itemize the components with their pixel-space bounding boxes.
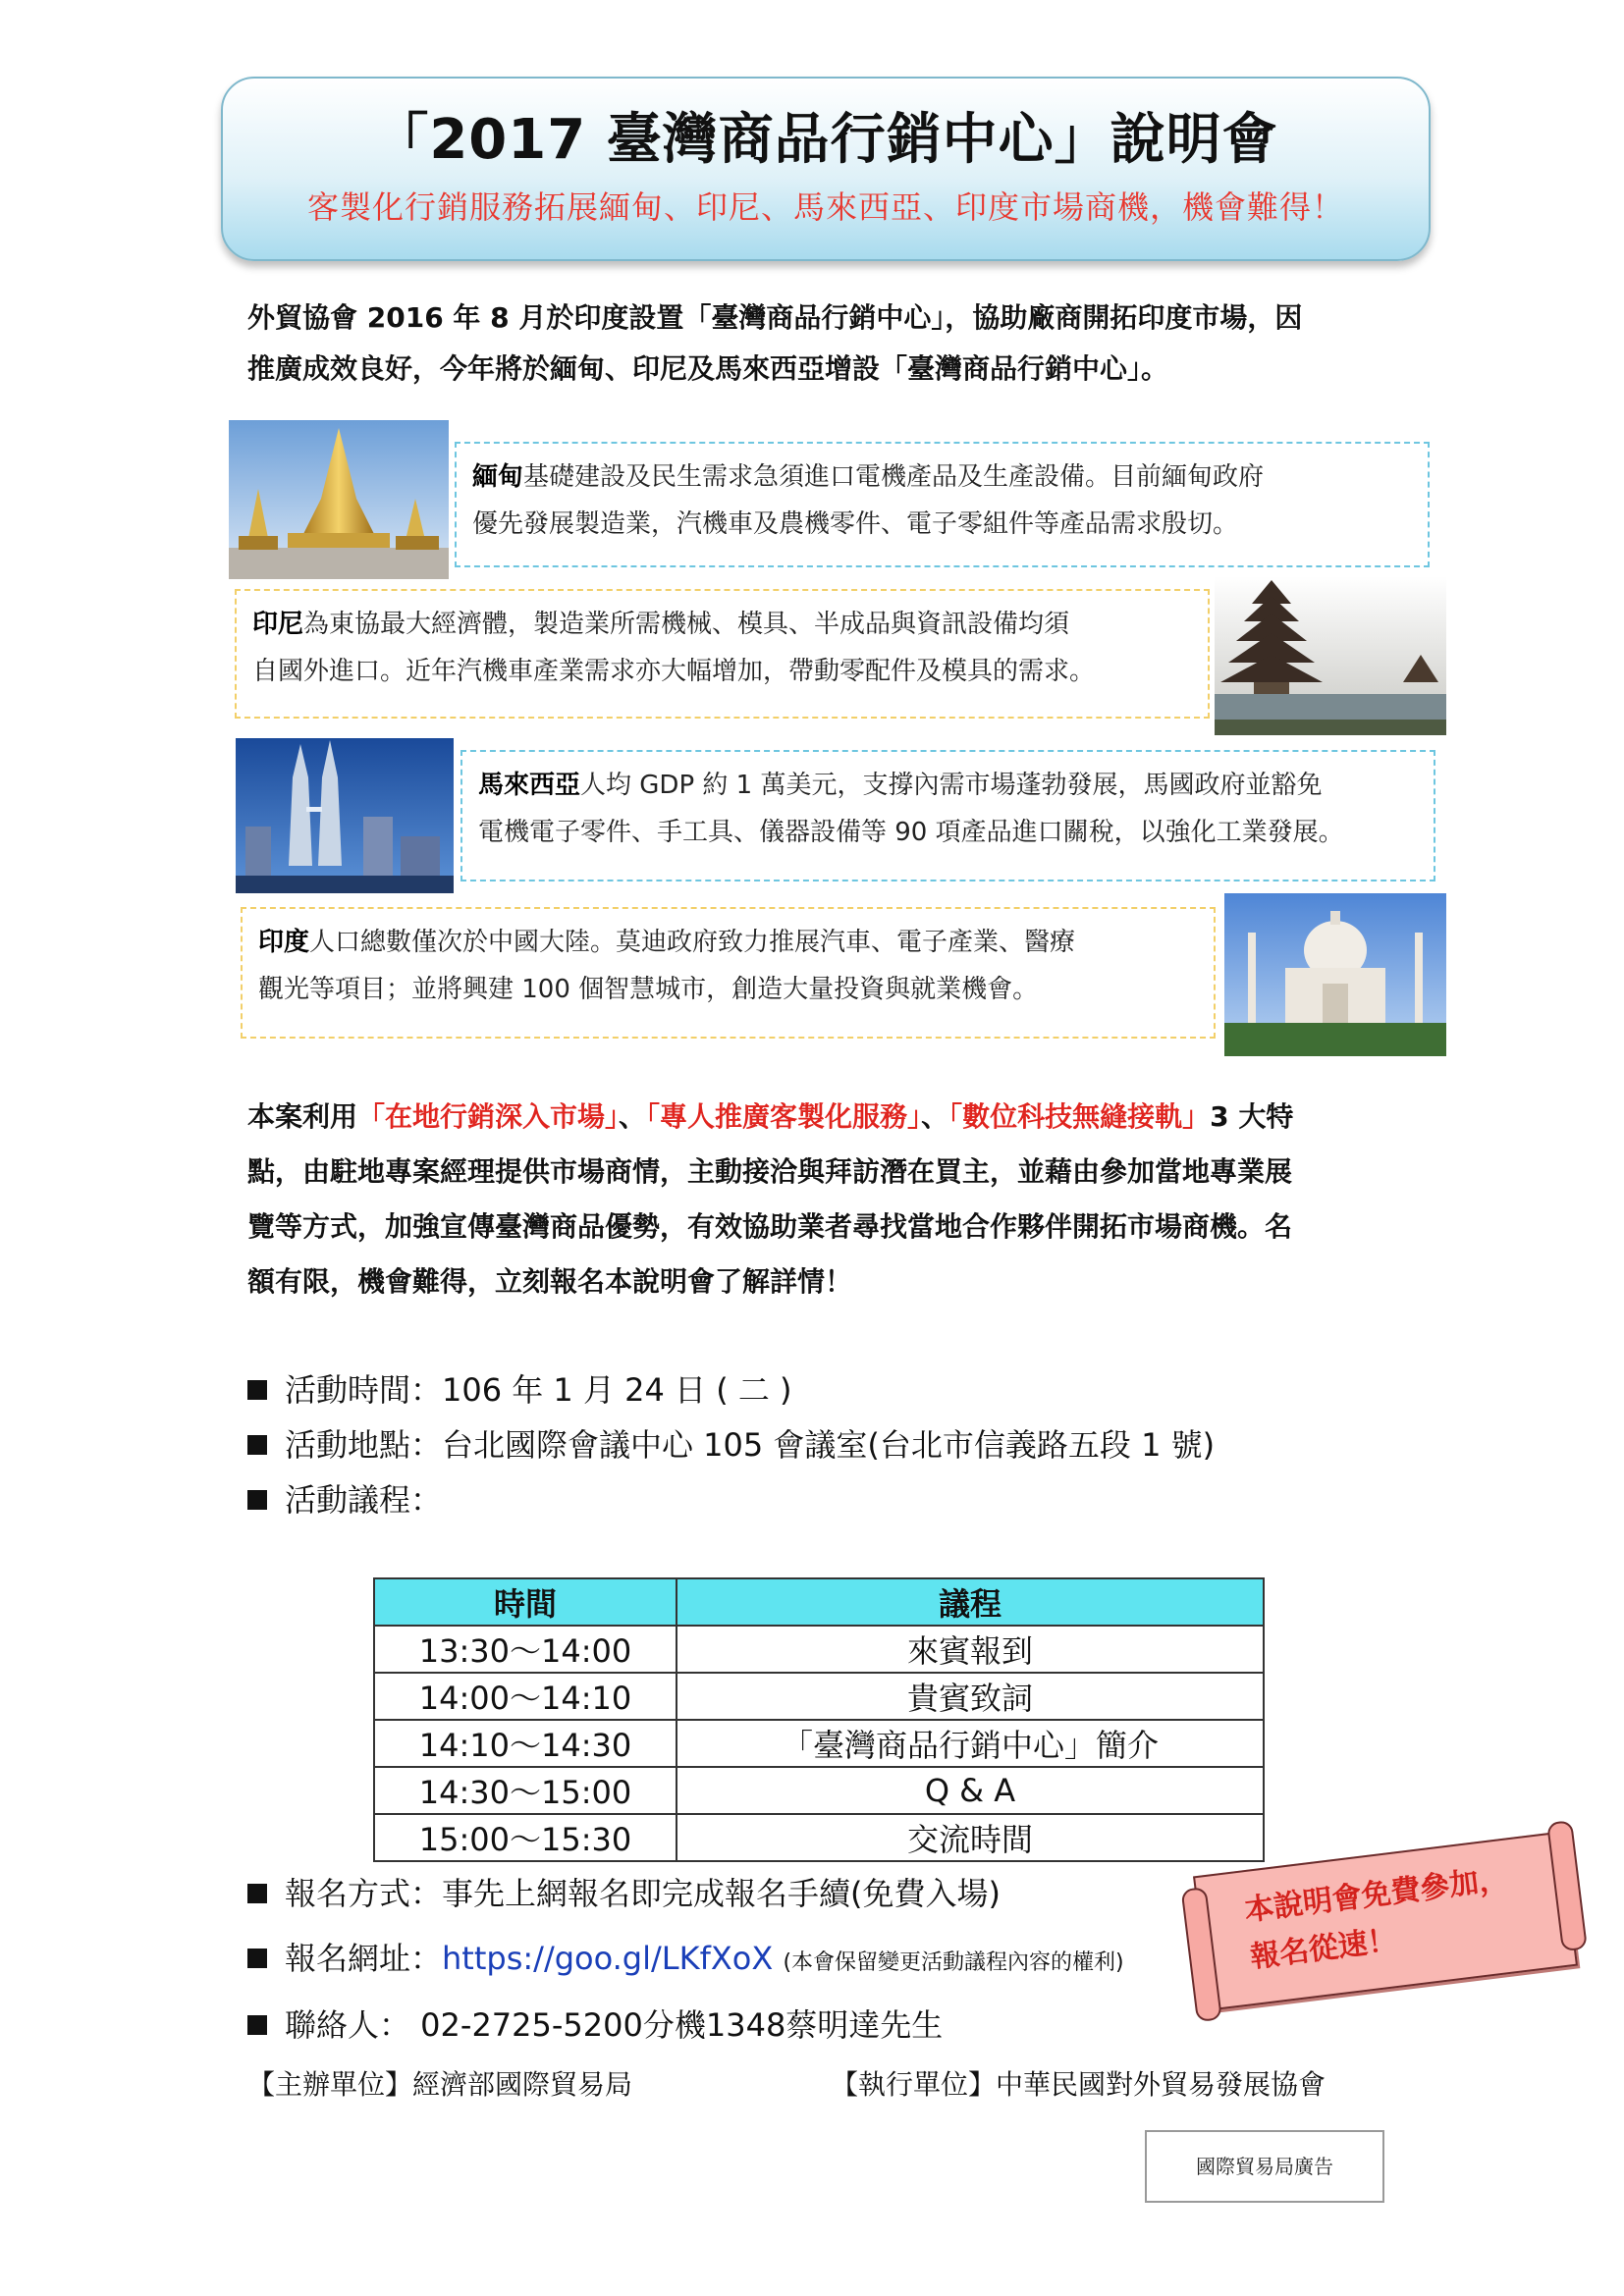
program-text: 點，由駐地專案經理提供市場商情，主動接洽與拜訪潛在買主，並藉由參加當地專業展 bbox=[247, 1155, 1293, 1188]
country-text: 為東協最大經濟體，製造業所需機械、模具、半成品與資訊設備均須 bbox=[303, 610, 1070, 639]
country-text: 觀光等項目；並將興建 100 個智慧城市，創造大量投資與就業機會。 bbox=[258, 975, 1039, 1004]
table-row bbox=[374, 1814, 1264, 1861]
contact-text: 聯絡人： 02-2725-5200分機1348蔡明達先生 bbox=[285, 2006, 944, 2044]
scroll-curl-icon bbox=[1546, 1820, 1588, 1951]
program-text: 、 bbox=[921, 1100, 949, 1133]
agenda-table bbox=[373, 1577, 1265, 1862]
page-subtitle: 客製化行銷服務拓展緬甸、印尼、馬來西亞、印度市場商機，機會難得！ bbox=[306, 188, 1344, 226]
square-bullet-icon bbox=[247, 1949, 267, 1968]
agenda-time-cell: 14:10～14:30 bbox=[374, 1720, 677, 1767]
indonesia-temple-photo bbox=[1215, 576, 1446, 735]
country-text: 人口總數僅次於中國大陸。莫迪政府致力推展汽車、電子產業、醫療 bbox=[309, 928, 1076, 957]
agenda-header-time: 時間 bbox=[374, 1578, 677, 1626]
program-text: 額有限，機會難得，立刻報名本說明會了解詳情！ bbox=[247, 1265, 853, 1298]
event-time-item bbox=[247, 1362, 1215, 1417]
myanmar-info-box bbox=[455, 442, 1430, 567]
agenda-item-cell: 來賓報到 bbox=[677, 1626, 1264, 1673]
program-text: 本案利用 bbox=[247, 1100, 358, 1133]
event-place-item bbox=[247, 1417, 1215, 1472]
country-text: 人均 GDP 約 1 萬美元，支撐內需市場蓬勃發展，馬國政府並豁免 bbox=[580, 771, 1323, 800]
agenda-time-cell: 14:30～15:00 bbox=[374, 1767, 677, 1814]
ad-label-box: 國際貿易局廣告 bbox=[1145, 2130, 1384, 2203]
feature-local-marketing: 「在地行銷深入市場」 bbox=[357, 1100, 620, 1133]
country-text: 自國外進口。近年汽機車產業需求亦大幅增加，帶動零配件及模具的需求。 bbox=[252, 657, 1096, 686]
callout-line: 報名從速！ bbox=[1248, 1922, 1399, 1975]
agenda-time-cell: 13:30～14:00 bbox=[374, 1626, 677, 1673]
agenda-time-cell: 15:00～15:30 bbox=[374, 1814, 677, 1861]
event-time-text: 活動時間：106 年 1 月 24 日 ( 二 ) bbox=[285, 1371, 792, 1409]
square-bullet-icon bbox=[247, 2015, 267, 2035]
country-name: 緬甸 bbox=[472, 462, 524, 492]
square-bullet-icon bbox=[247, 1435, 267, 1455]
agenda-header-item: 議程 bbox=[677, 1578, 1264, 1626]
contact-item bbox=[247, 2001, 943, 2046]
event-agenda-text: 活動議程： bbox=[285, 1481, 443, 1519]
country-text: 基礎建設及民生需求急須進口電機產品及生產設備。目前緬甸政府 bbox=[523, 462, 1265, 492]
india-info-box bbox=[241, 907, 1216, 1039]
feature-custom-service: 「專人推廣客製化服務」 bbox=[646, 1100, 922, 1133]
country-text: 優先發展製造業，汽機車及農機零件、電子零組件等產品需求殷切。 bbox=[472, 509, 1239, 539]
program-text: 3 大特 bbox=[1210, 1100, 1294, 1133]
myanmar-pagoda-photo bbox=[229, 420, 449, 579]
registration-url-label: 報名網址： bbox=[285, 1940, 443, 1977]
registration-url-item bbox=[247, 1934, 1124, 1979]
india-taj-mahal-photo bbox=[1224, 893, 1446, 1056]
executor-unit: 【執行單位】中華民國對外貿易發展協會 bbox=[831, 2068, 1326, 2101]
agenda-item-cell: 「臺灣商品行銷中心」簡介 bbox=[677, 1720, 1264, 1767]
agenda-item-cell: Q & A bbox=[677, 1767, 1264, 1814]
table-row bbox=[374, 1673, 1264, 1720]
event-agenda-item bbox=[247, 1472, 1215, 1527]
scroll-curl-icon bbox=[1181, 1887, 1222, 2022]
square-bullet-icon bbox=[247, 1884, 267, 1903]
agenda-item-cell: 貴賓致詞 bbox=[677, 1673, 1264, 1720]
indonesia-info-box bbox=[235, 589, 1210, 719]
country-name: 印尼 bbox=[252, 610, 304, 639]
intro-line: 推廣成效良好，今年將於緬甸、印尼及馬來西亞增設「臺灣商品行銷中心」。 bbox=[247, 352, 1169, 385]
sponsor-unit: 【主辦單位】經濟部國際貿易局 bbox=[247, 2068, 633, 2101]
feature-digital-tech: 「數位科技無縫接軌」 bbox=[948, 1100, 1211, 1133]
event-info-list bbox=[247, 1362, 1215, 1527]
country-name: 印度 bbox=[258, 928, 310, 957]
page-title: 「2017 臺灣商品行銷中心」說明會 bbox=[373, 108, 1278, 172]
program-text: 覽等方式，加強宣傳臺灣商品優勢，有效協助業者尋找當地合作夥伴開拓市場商機。名 bbox=[247, 1210, 1293, 1243]
registration-note: (本會保留變更活動議程內容的權利) bbox=[783, 1950, 1124, 1975]
agenda-header-row bbox=[374, 1578, 1264, 1626]
registration-method-text: 報名方式：事先上網報名即完成報名手續(免費入場) bbox=[285, 1875, 1001, 1912]
intro-paragraph bbox=[247, 293, 1406, 395]
registration-method-item bbox=[247, 1869, 1001, 1914]
registration-link[interactable]: https://goo.gl/LKfXoX bbox=[442, 1940, 774, 1977]
square-bullet-icon bbox=[247, 1380, 267, 1400]
event-place-text: 活動地點：台北國際會議中心 105 會議室(台北市信義路五段 1 號) bbox=[285, 1426, 1216, 1464]
square-bullet-icon bbox=[247, 1490, 267, 1510]
agenda-time-cell: 14:00～14:10 bbox=[374, 1673, 677, 1720]
table-row bbox=[374, 1767, 1264, 1814]
table-row bbox=[374, 1720, 1264, 1767]
country-text: 電機電子零件、手工具、儀器設備等 90 項產品進口關稅，以強化工業發展。 bbox=[478, 818, 1344, 847]
agenda-item-cell: 交流時間 bbox=[677, 1814, 1264, 1861]
malaysia-towers-photo bbox=[236, 738, 454, 893]
country-name: 馬來西亞 bbox=[478, 771, 581, 800]
header-banner bbox=[221, 77, 1431, 261]
program-paragraph bbox=[247, 1090, 1406, 1309]
intro-line: 外貿協會 2016 年 8 月於印度設置「臺灣商品行銷中心」，協助廠商開拓印度市場，因 bbox=[247, 301, 1303, 334]
callout-line: 本說明會免費參加， bbox=[1242, 1861, 1510, 1929]
malaysia-info-box bbox=[460, 750, 1435, 881]
program-text: 、 bbox=[619, 1100, 647, 1133]
table-row bbox=[374, 1626, 1264, 1673]
